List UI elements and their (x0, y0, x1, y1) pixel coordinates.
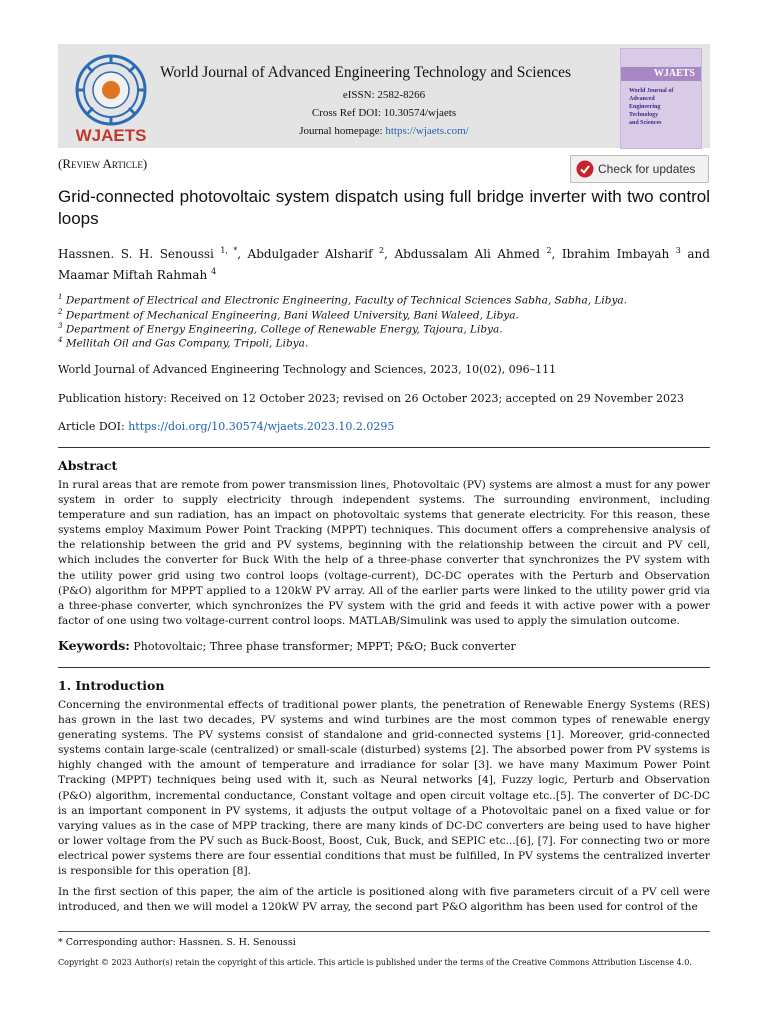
author-name: Ibrahim Imbayah (561, 247, 670, 261)
aff-sup: 4 (58, 336, 63, 344)
introduction-heading: 1. Introduction (58, 678, 165, 693)
cover-subtitle-line: Technology (629, 112, 659, 118)
copyright-notice: Copyright © 2023 Author(s) retain the copyright of this article. This article is published under the terms of the Creative Commons Attribution Liscense 4.0. (58, 958, 692, 967)
doi-link[interactable]: https://doi.org/10.30574/wjaets.2023.10.2.0295 (128, 420, 395, 433)
keywords-label: Keywords: (58, 638, 130, 653)
cover-subtitle-line: World Journal of (629, 88, 674, 94)
citation: World Journal of Advanced Engineering Technology and Sciences, 2023, 10(02), 096–111 (58, 363, 557, 376)
crossref-doi: Cross Ref DOI: 10.30574/wjaets (311, 107, 457, 119)
cover-subtitle-line: Engineering (629, 104, 661, 110)
aff-sup: 2 (58, 308, 63, 316)
author-affiliation-sup: 2 (546, 246, 552, 255)
article-type: (Review Article) (58, 156, 148, 171)
keywords-list: Photovoltaic; Three phase transformer; MPPT; P&O; Buck converter (129, 640, 516, 653)
journal-cover-image (620, 48, 702, 149)
author-affiliation-sup: 4 (211, 267, 217, 276)
eissn: eISSN: 2582-8266 (342, 89, 426, 101)
homepage-link[interactable]: https://wjaets.com/ (385, 125, 469, 137)
author-name: Hassnen. S. H. Senoussi (58, 247, 214, 261)
introduction-paragraph-2: In the first section of this paper, the aim of the article is positioned along with five parameters circuit of a PV cell were introduced, and then we will model a 120kW PV array, the second part P&O algorithm has been used for control of the (58, 886, 710, 914)
cover-name: WJAETS (653, 68, 695, 79)
keywords (58, 638, 710, 653)
divider (58, 667, 710, 668)
check-updates-label: Check for updates (598, 162, 696, 176)
journal-title: World Journal of Advanced Engineering Technology and Sciences (160, 64, 572, 81)
aff-sup: 1 (58, 293, 63, 301)
author-name: Maamar Miftah Rahmah (58, 268, 208, 282)
paper-title: Grid-connected photovoltaic system dispatch using full bridge inverter with two control loops (58, 187, 710, 228)
corresponding-author-footnote: * Corresponding author: Hassnen. S. H. Senoussi (58, 937, 296, 948)
author-name: Abdussalam Ali Ahmed (394, 247, 540, 261)
check-updates-icon (576, 160, 594, 178)
author-affiliation-sup: 3 (675, 246, 681, 255)
author-affiliation-sup: 1, * (220, 246, 238, 255)
author-list (58, 242, 710, 284)
introduction-paragraph-1: Concerning the environmental effects of traditional power plants, the penetration of Renewable Energy Systems (RES) has grown in the last two decades, PV systems and wind turbines are the most common types of renewable energy generating systems. The PV systems consist of standalone and grid-connected systems [1]. Moreover, grid-connected systems contain large-scale (centralized) or small-scale (disturbed) systems [2]. The absorbed power from PV systems is highly changed with the amount of temperature and irradiance for solar [3]. we have many Maximum Power Point Tracking (MPPT) techniques being used with it, such as Neural networks [4], Fuzzy logic, Perturb and Observation (P&O) algorithm, incremental conductance, Constant voltage and open circuit voltage etc..[5]. The converter of DC-DC is an important component in PV systems, it adjusts the output voltage of a Photovoltaic panel on a fixed value or for varying values as in the case of MPP tracking, there are many kinds of DC-DC converters are being used to have higher or lower voltage from the PV such as Buck-Boost, Boost, Cuk, Buck, and SEPIC etc...[6], [7]. For connecting two or more electrical power systems there are four essential conditions that must be fulfilled, In PV systems the centralized inverter is responsible for this operation [8]. (58, 699, 710, 878)
aff-text: Department of Energy Engineering, College of Renewable Energy, Tajoura, Libya. (65, 323, 503, 336)
aff-text: Department of Mechanical Engineering, Bani Waleed University, Bani Waleed, Libya. (65, 309, 519, 322)
affiliation-4 (58, 333, 710, 351)
logo-text: WJAETS (75, 126, 147, 144)
abstract-heading: Abstract (58, 458, 118, 473)
publication-history: Publication history: Received on 12 October 2023; revised on 26 October 2023; accepted on 29 November 2023 (58, 392, 684, 405)
aff-text: Mellitah Oil and Gas Company, Tripoli, Libya. (65, 337, 309, 350)
check-for-updates-button[interactable] (570, 155, 709, 183)
divider (58, 447, 710, 448)
author-affiliation-sup: 2 (379, 246, 385, 255)
author-name: Abdulgader Alsharif (247, 247, 373, 261)
author-separator: , (237, 247, 248, 261)
footnote-divider (58, 931, 710, 932)
abstract-text: In rural areas that are remote from power transmission lines, Photovoltaic (PV) systems are almost a must for any power system in order to supply electricity through independent systems. The surrounding environment, including temperature and sun radiation, has an impact on photovoltaic systems that generate electricity. For this reason, these systems employ Maximum Power Point Tracking (MPPT) techniques. This document offers a comprehensive analysis of the relationship between the grid and PV systems, beginning with the relationship between the circuit and PV cell, which includes the converter for Buck With the help of a three-phase converter that synchronizes the PV system with the utility power grid using two control loops (voltage-current), DC-DC operates with the Perturb and Observation (P&O) algorithm for MPPT applied to a 120kW PV array. All of the earlier parts were linked to the utility power grid via a three-phase converter, which synchronizes the PV system with the grid and feeds it with active power with a power factor of one using two voltage-current control loops. MATLAB/Simulink was used to apply the simulation outcome. (58, 479, 710, 627)
cover-subtitle-line: and Sciences (629, 120, 662, 126)
author-separator: and (680, 247, 710, 261)
cover-subtitle (629, 87, 673, 127)
homepage-label: Journal homepage: (299, 125, 386, 137)
cover-subtitle-line: Advanced (629, 96, 655, 102)
author-separator: , (551, 247, 562, 261)
aff-text: Department of Electrical and Electronic Engineering, Faculty of Technical Sciences Sabha, Sabha, Libya. (65, 294, 628, 307)
doi-label: Article DOI: (58, 420, 129, 433)
aff-sup: 3 (58, 322, 63, 330)
author-separator: , (384, 247, 395, 261)
article-doi (58, 420, 710, 434)
